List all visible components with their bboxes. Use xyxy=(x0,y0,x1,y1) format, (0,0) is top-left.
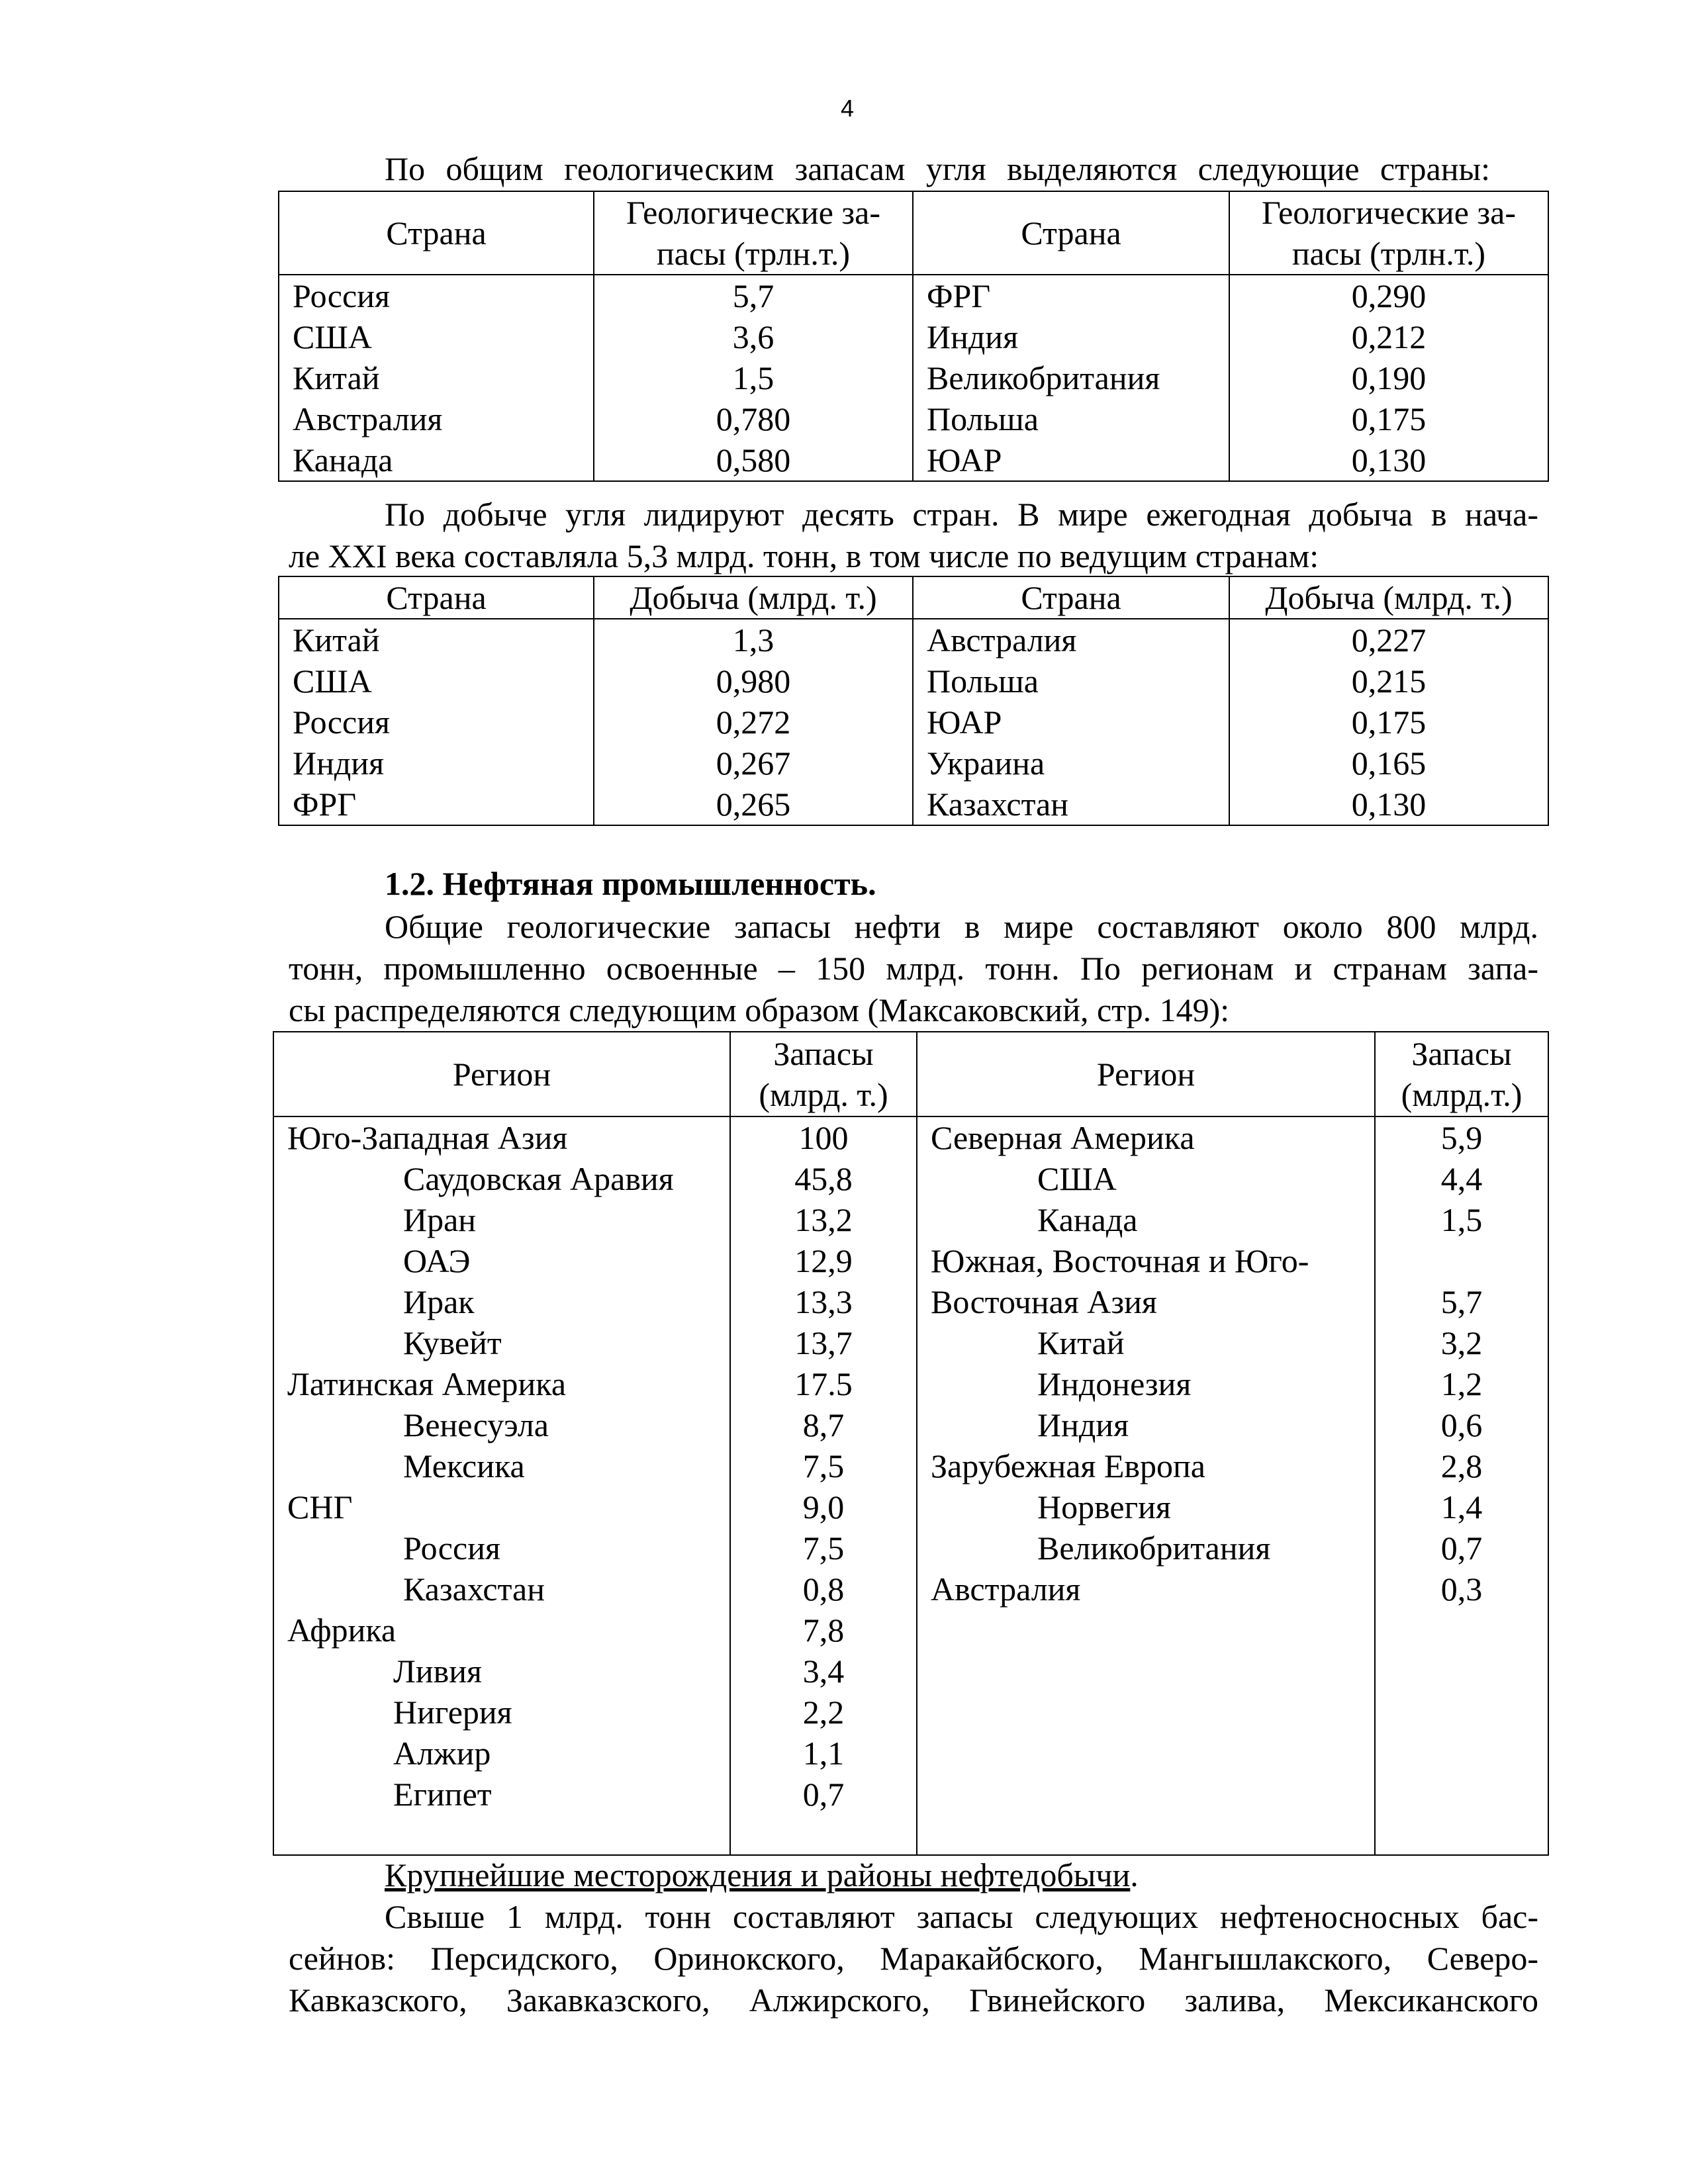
table-cell: Украина xyxy=(913,743,1229,784)
table-cell: 0,212 xyxy=(1229,316,1548,357)
table-cell: 0,6 xyxy=(1375,1404,1548,1445)
table-cell: Норвегия xyxy=(917,1486,1375,1527)
oil-basins-line2: сейнов: Персидского, Оринокского, Маракайбского, Мангышлакского, Северо- xyxy=(289,1940,1538,1977)
table-cell: 0,130 xyxy=(1229,784,1548,825)
table-cell: ФРГ xyxy=(279,784,594,825)
table-cell: 1,5 xyxy=(1375,1199,1548,1240)
table-cell: 0,267 xyxy=(594,743,913,784)
table-cell xyxy=(1375,1240,1548,1281)
table-row xyxy=(273,1158,1548,1199)
table-row xyxy=(273,1404,1548,1445)
subheading-text: Крупнейшие месторождения и районы нефтедобычи xyxy=(385,1856,1131,1893)
table-cell: Индонезия xyxy=(917,1363,1375,1404)
table-cell: США xyxy=(279,316,594,357)
table-cell: 3,4 xyxy=(730,1651,917,1692)
table-cell: Ирак xyxy=(273,1281,730,1322)
table-row xyxy=(279,439,1548,481)
table-cell: 0,7 xyxy=(730,1774,917,1815)
table-cell: 7,5 xyxy=(730,1445,917,1486)
coal-production-intro-line2: ле XXI века составляла 5,3 млрд. тонн, в том числе по ведущим странам: xyxy=(289,537,1319,574)
table-cell: Северная Америка xyxy=(917,1116,1375,1158)
table-row xyxy=(273,1281,1548,1322)
table-cell: Польша xyxy=(913,398,1229,439)
table-cell: 13,7 xyxy=(730,1322,917,1363)
table-row xyxy=(273,1651,1548,1692)
table-cell: 13,3 xyxy=(730,1281,917,1322)
table-cell: Австралия xyxy=(913,619,1229,660)
table-cell: 8,7 xyxy=(730,1404,917,1445)
table-cell: 4,4 xyxy=(1375,1158,1548,1199)
table-cell xyxy=(273,1815,730,1855)
table-cell: 0,190 xyxy=(1229,357,1548,398)
table-cell: 2,2 xyxy=(730,1692,917,1733)
table-cell: 17.5 xyxy=(730,1363,917,1404)
table-cell: 1,4 xyxy=(1375,1486,1548,1527)
table-cell xyxy=(1375,1651,1548,1692)
table-cell: 5,9 xyxy=(1375,1116,1548,1158)
oil-intro-line2: тонн, промышленно освоенные – 150 млрд. тонн. По регионам и странам запа- xyxy=(289,950,1538,987)
table-row xyxy=(273,1774,1548,1815)
table-row xyxy=(279,784,1548,825)
table-cell: Польша xyxy=(913,660,1229,702)
table-cell: 0,165 xyxy=(1229,743,1548,784)
table-cell: Ливия xyxy=(273,1651,730,1692)
table-row xyxy=(273,1569,1548,1610)
column-header: Страна xyxy=(913,191,1229,275)
table-cell: Египет xyxy=(273,1774,730,1815)
table-cell: Великобритания xyxy=(917,1527,1375,1569)
table-cell xyxy=(917,1651,1375,1692)
table-cell: Казахстан xyxy=(273,1569,730,1610)
table-cell: Индия xyxy=(917,1404,1375,1445)
table-header-row xyxy=(279,576,1548,619)
table-cell: 1,3 xyxy=(594,619,913,660)
table-cell: 0,580 xyxy=(594,439,913,481)
column-header: Геологические за-пасы (трлн.т.) xyxy=(594,191,913,275)
table-cell: Канада xyxy=(917,1199,1375,1240)
table-cell: 0,980 xyxy=(594,660,913,702)
table-cell xyxy=(917,1774,1375,1815)
table-cell: Африка xyxy=(273,1610,730,1651)
oil-basins-line3: Кавказского, Закавказского, Алжирского, Гвинейского залива, Мексиканского xyxy=(289,1981,1538,2019)
table-header-row xyxy=(279,191,1548,275)
table-cell: Алжир xyxy=(273,1733,730,1774)
table-row xyxy=(279,316,1548,357)
column-header: Геологические за-пасы (трлн.т.) xyxy=(1229,191,1548,275)
table-cell: 3,2 xyxy=(1375,1322,1548,1363)
table-cell: 0,8 xyxy=(730,1569,917,1610)
table-row xyxy=(273,1116,1548,1158)
table-cell: 5,7 xyxy=(594,275,913,316)
table-row xyxy=(273,1610,1548,1651)
table-cell: 0,175 xyxy=(1229,398,1548,439)
table-header-row xyxy=(273,1032,1548,1116)
table-cell: Великобритания xyxy=(913,357,1229,398)
table-cell: Китай xyxy=(279,357,594,398)
table-cell: 3,6 xyxy=(594,316,913,357)
table-row xyxy=(279,619,1548,660)
table-spacer-row xyxy=(273,1815,1548,1855)
table-cell xyxy=(917,1610,1375,1651)
oil-basins-line1: Свыше 1 млрд. тонн составляют запасы следующих нефтеносносных бас- xyxy=(385,1898,1538,1935)
table-cell: 0,290 xyxy=(1229,275,1548,316)
column-header: Страна xyxy=(913,576,1229,619)
table-cell: Россия xyxy=(279,275,594,316)
table-row xyxy=(279,660,1548,702)
table-cell xyxy=(917,1815,1375,1855)
table-cell: Китай xyxy=(279,619,594,660)
table-cell xyxy=(917,1692,1375,1733)
table-cell: Кувейт xyxy=(273,1322,730,1363)
table-cell: Юго-Западная Азия xyxy=(273,1116,730,1158)
column-header: Добыча (млрд. т.) xyxy=(594,576,913,619)
coal-production-table xyxy=(278,576,1549,826)
table-cell: 100 xyxy=(730,1116,917,1158)
table-row xyxy=(273,1692,1548,1733)
coal-reserves-table xyxy=(278,191,1549,482)
table-cell xyxy=(917,1733,1375,1774)
column-header: Запасы (млрд.т.) xyxy=(1375,1032,1548,1116)
table-cell: 45,8 xyxy=(730,1158,917,1199)
table-cell: 0,175 xyxy=(1229,702,1548,743)
table-cell: 7,8 xyxy=(730,1610,917,1651)
table-cell xyxy=(1375,1610,1548,1651)
table-cell: 0,7 xyxy=(1375,1527,1548,1569)
table-cell: 9,0 xyxy=(730,1486,917,1527)
column-header: Регион xyxy=(273,1032,730,1116)
table-row xyxy=(273,1199,1548,1240)
oil-reserves-table xyxy=(273,1031,1549,1856)
table-cell: Индия xyxy=(279,743,594,784)
table-row xyxy=(273,1240,1548,1281)
table-row xyxy=(273,1322,1548,1363)
column-header: Запасы (млрд. т.) xyxy=(730,1032,917,1116)
table-row xyxy=(279,275,1548,316)
table-cell: США xyxy=(279,660,594,702)
table-cell: Россия xyxy=(273,1527,730,1569)
table-cell: Южная, Восточная и Юго- xyxy=(917,1240,1375,1281)
table-cell: 1,1 xyxy=(730,1733,917,1774)
subheading-dot: . xyxy=(1130,1856,1139,1893)
table-cell: 0,215 xyxy=(1229,660,1548,702)
table-row xyxy=(279,743,1548,784)
table-cell: Венесуэла xyxy=(273,1404,730,1445)
oil-fields-subheading xyxy=(385,1854,1538,1896)
table-cell: 5,7 xyxy=(1375,1281,1548,1322)
table-cell xyxy=(730,1815,917,1855)
coal-reserves-intro: По общим геологическим запасам угля выделяются следующие страны: xyxy=(385,150,1490,187)
table-cell: 0,227 xyxy=(1229,619,1548,660)
table-cell: Казахстан xyxy=(913,784,1229,825)
table-cell: Китай xyxy=(917,1322,1375,1363)
table-row xyxy=(279,398,1548,439)
oil-intro-line1: Общие геологические запасы нефти в мире составляют около 800 млрд. xyxy=(385,908,1538,945)
table-cell: ЮАР xyxy=(913,439,1229,481)
table-row xyxy=(273,1733,1548,1774)
table-cell: 13,2 xyxy=(730,1199,917,1240)
table-cell: 7,5 xyxy=(730,1527,917,1569)
table-cell xyxy=(1375,1774,1548,1815)
table-cell: 12,9 xyxy=(730,1240,917,1281)
table-cell: Россия xyxy=(279,702,594,743)
table-cell: Зарубежная Европа xyxy=(917,1445,1375,1486)
table-cell: Австралия xyxy=(917,1569,1375,1610)
table-cell: США xyxy=(917,1158,1375,1199)
table-cell: 1,2 xyxy=(1375,1363,1548,1404)
table-cell: СНГ xyxy=(273,1486,730,1527)
table-cell xyxy=(1375,1733,1548,1774)
table-cell: 0,265 xyxy=(594,784,913,825)
table-cell xyxy=(1375,1692,1548,1733)
table-cell: Мексика xyxy=(273,1445,730,1486)
table-cell: Австралия xyxy=(279,398,594,439)
table-row xyxy=(273,1363,1548,1404)
table-cell: ФРГ xyxy=(913,275,1229,316)
table-cell: ЮАР xyxy=(913,702,1229,743)
oil-intro-line3: сы распределяются следующим образом (Максаковский, стр. 149): xyxy=(289,991,1230,1028)
column-header: Страна xyxy=(279,191,594,275)
table-cell xyxy=(1375,1815,1548,1855)
column-header: Страна xyxy=(279,576,594,619)
table-row xyxy=(279,357,1548,398)
coal-production-intro-line1: По добыче угля лидируют десять стран. В мире ежегодная добыча в нача- xyxy=(385,496,1538,533)
table-cell: Канада xyxy=(279,439,594,481)
table-row xyxy=(279,702,1548,743)
table-row xyxy=(273,1445,1548,1486)
column-header: Добыча (млрд. т.) xyxy=(1229,576,1548,619)
table-cell: Латинская Америка xyxy=(273,1363,730,1404)
table-cell: 0,780 xyxy=(594,398,913,439)
table-cell: 0,130 xyxy=(1229,439,1548,481)
column-header: Регион xyxy=(917,1032,1375,1116)
table-cell: 2,8 xyxy=(1375,1445,1548,1486)
table-cell: 1,5 xyxy=(594,357,913,398)
table-row xyxy=(273,1527,1548,1569)
table-cell: Нигерия xyxy=(273,1692,730,1733)
table-cell: 0,272 xyxy=(594,702,913,743)
section-heading: 1.2. Нефтяная промышленность. xyxy=(385,865,876,902)
table-cell: Саудовская Аравия xyxy=(273,1158,730,1199)
table-row xyxy=(273,1486,1548,1527)
table-cell: Иран xyxy=(273,1199,730,1240)
table-cell: ОАЭ xyxy=(273,1240,730,1281)
table-cell: Восточная Азия xyxy=(917,1281,1375,1322)
page-number: 4 xyxy=(840,95,855,122)
table-cell: Индия xyxy=(913,316,1229,357)
table-cell: 0,3 xyxy=(1375,1569,1548,1610)
